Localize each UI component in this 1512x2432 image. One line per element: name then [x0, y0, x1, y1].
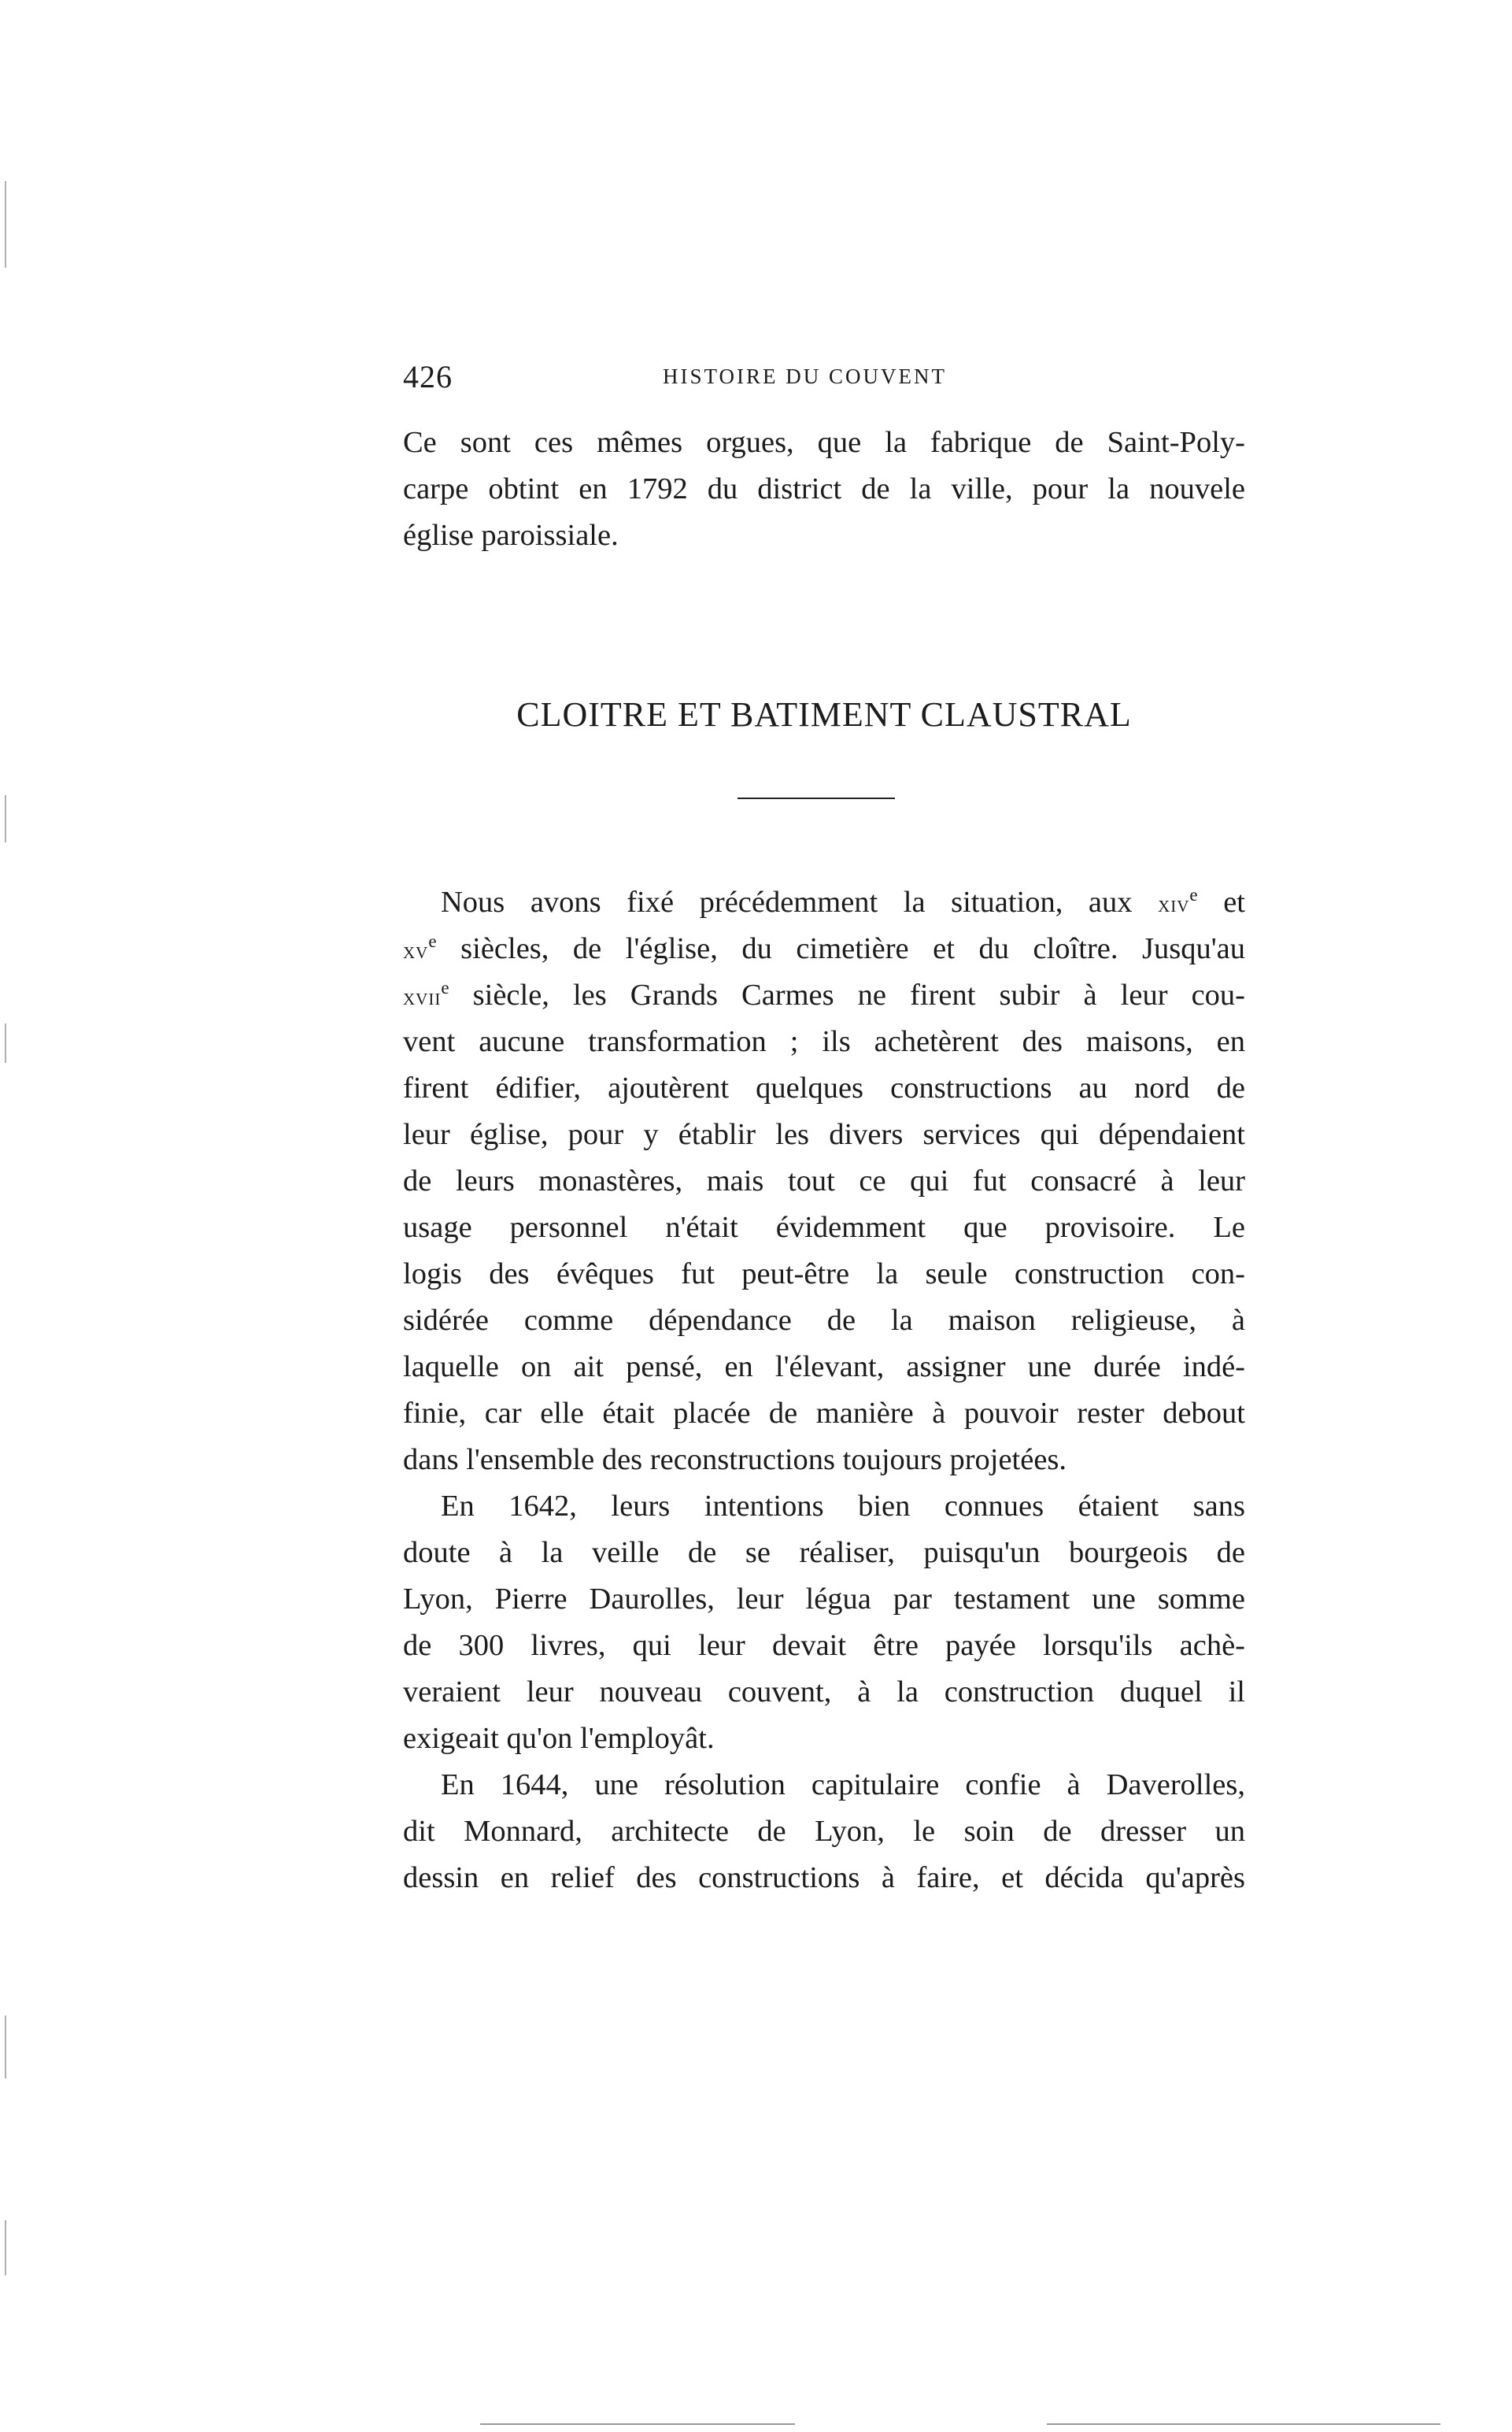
text-line: sidérée comme dépendance de la maison religieuse, à — [403, 1304, 1245, 1337]
page-number: 426 — [403, 359, 453, 394]
text-line: firent édifier, ajoutèrent quelques constructions au nord de — [403, 1072, 1245, 1105]
section-title: CLOITRE ET BATIMENT CLAUSTRAL — [516, 695, 1132, 734]
text-segment: et — [1197, 886, 1245, 919]
text-line: de leurs monastères, mais tout ce qui fut consacré à leur — [403, 1164, 1245, 1197]
scan-edge-mark — [5, 2016, 6, 2078]
text-segment: Nous avons fixé précédemment la situation, aux — [441, 886, 1159, 919]
text-line: de 300 livres, qui leur devait être payée lorsqu'ils achè- — [403, 1629, 1245, 1662]
page-header — [403, 358, 1245, 405]
superscript: e — [428, 931, 437, 952]
text-line: leur église, pour y établir les divers services qui dépendaient — [403, 1118, 1245, 1151]
scan-edge-mark — [5, 2220, 6, 2275]
text-line: usage personnel n'était évidemment que provisoire. Le — [403, 1211, 1245, 1244]
text-line: dessin en relief des constructions à faire, et décida qu'après — [403, 1861, 1245, 1894]
text-line: dans l'ensemble des reconstructions toujours projetées. — [403, 1443, 1067, 1476]
text-line — [403, 972, 1245, 1019]
text-line: doute à la veille de se réaliser, puisqu'un bourgeois de — [403, 1536, 1245, 1569]
text-line — [403, 879, 1245, 926]
text-line: En 1642, leurs intentions bien connues étaient sans — [441, 1490, 1245, 1523]
century-numeral: xiv — [1158, 891, 1190, 917]
text-line: vent aucune transformation ; ils achetèrent des maisons, en — [403, 1025, 1245, 1058]
text-line: laquelle on ait pensé, en l'élevant, assigner une durée indé- — [403, 1350, 1245, 1383]
paragraph-cloister-intro — [403, 879, 1245, 1901]
scan-edge-mark — [5, 1024, 6, 1063]
running-title: HISTOIRE DU COUVENT — [663, 365, 947, 388]
text-line: Ce sont ces mêmes orgues, que la fabrique de Saint-Poly- — [403, 426, 1245, 459]
text-line: Lyon, Pierre Daurolles, leur légua par testament une somme — [403, 1582, 1245, 1616]
text-line: veraient leur nouveau couvent, à la construction duquel il — [403, 1675, 1245, 1708]
scan-edge-mark — [5, 181, 6, 268]
text-line: dit Monnard, architecte de Lyon, le soin de dresser un — [403, 1815, 1245, 1848]
text-line: logis des évêques fut peut-être la seule construction con- — [403, 1257, 1245, 1290]
text-segment: siècles, de l'église, du cimetière et du cloître. Jusqu'au — [436, 932, 1245, 965]
text-segment: siècle, les Grands Carmes ne firent subir à leur cou- — [449, 979, 1245, 1012]
scan-bottom-rule — [1047, 2423, 1440, 2425]
paragraph-continued — [403, 420, 1245, 559]
century-numeral: xvii — [403, 984, 442, 1010]
text-line: finie, car elle était placée de manière à pouvoir rester debout — [403, 1397, 1245, 1430]
superscript: e — [441, 977, 449, 998]
section-divider — [738, 798, 895, 799]
text-line: En 1644, une résolution capitulaire confie à Daverolles, — [441, 1768, 1245, 1801]
text-line: exigeait qu'on l'employât. — [403, 1722, 715, 1755]
scan-edge-mark — [5, 795, 6, 842]
text-line — [403, 926, 1245, 972]
text-line: église paroissiale. — [403, 519, 619, 552]
superscript: e — [1189, 884, 1198, 905]
century-numeral: xv — [403, 938, 429, 964]
text-line: carpe obtint en 1792 du district de la ville, pour la nouvele — [403, 472, 1245, 505]
scan-bottom-rule — [480, 2423, 795, 2425]
